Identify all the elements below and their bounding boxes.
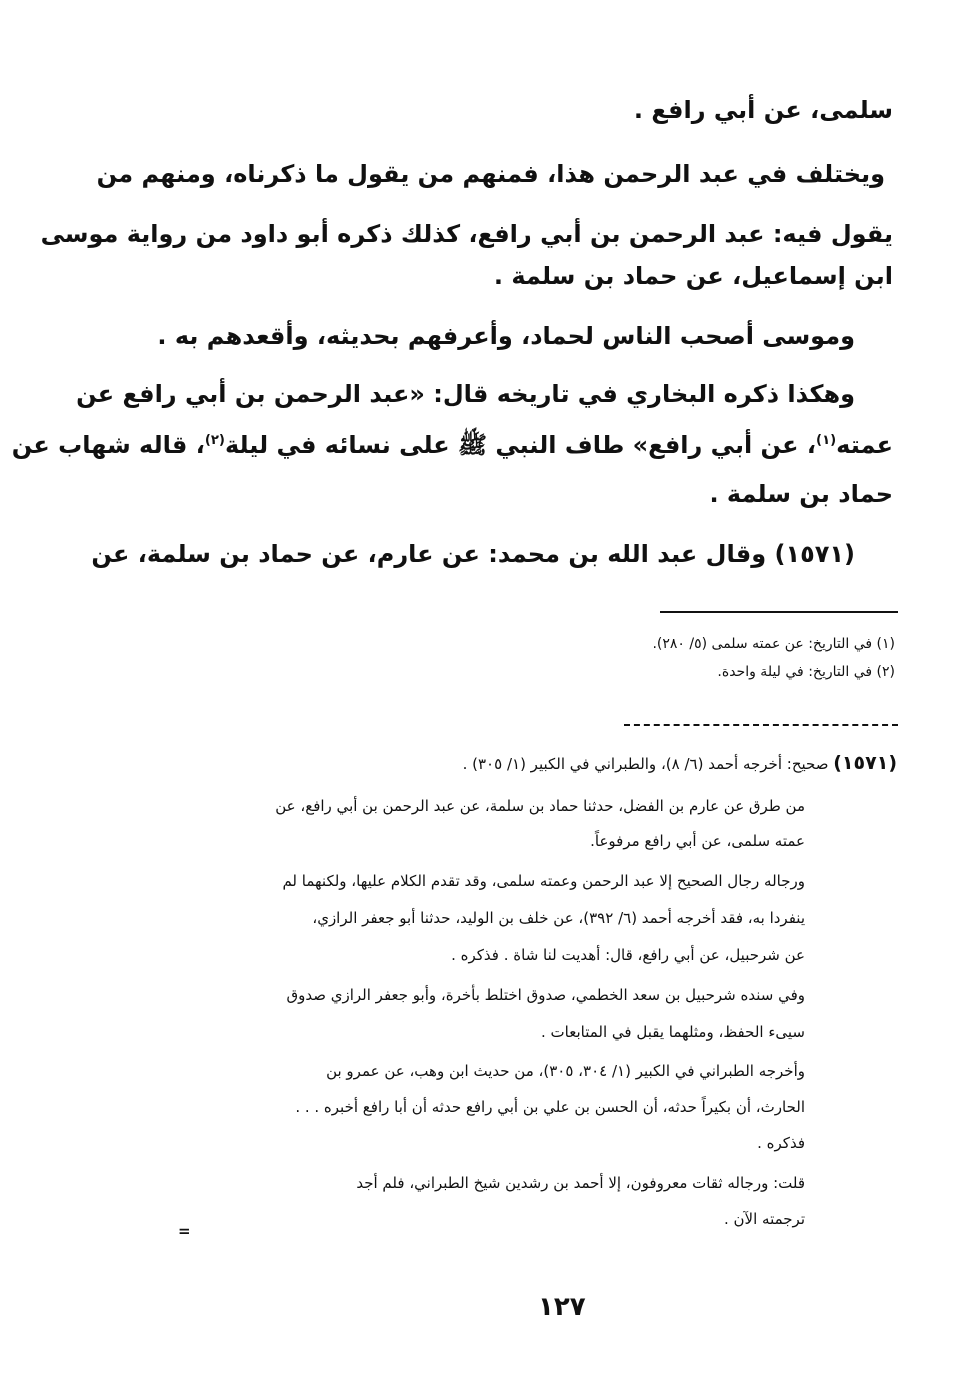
footnote-ref-1: (١) bbox=[816, 433, 837, 448]
main-line-2-text: ويختلف في عبد الرحمن هذا، فمنهم من يقول ما ذكرناه، ومنهم من bbox=[96, 160, 885, 188]
main-line-7-b: ، عن أبي رافع» طاف النبي ﷺ على نسائه في ليلة bbox=[224, 431, 817, 459]
takhrij-line-2: من طرق عن عارم بن الفضل، حدثنا حماد بن سلمة، عن عبد الرحمن بن أبي رافع، عن bbox=[275, 797, 805, 815]
page-number: ١٢٧ bbox=[538, 1292, 586, 1322]
main-line-7 bbox=[12, 430, 893, 465]
main-line-1: سلمى، عن أبي رافع . bbox=[633, 96, 893, 124]
takhrij-number: (١٥٧١) bbox=[833, 752, 897, 774]
main-line-7-c: ، قاله شهاب عن bbox=[11, 431, 205, 459]
takhrij-line-9: وأخرجه الطبراني في الكبير (١/ ٣٠٤، ٣٠٥)، من حديث ابن وهب، عن عمرو بن bbox=[326, 1062, 805, 1080]
main-line-8: حماد بن سلمة . bbox=[709, 480, 893, 508]
takhrij-line-5: ينفردا به، فقد أخرجه أحمد (٦/ ٣٩٢)، عن خلف بن الوليد، حدثنا أبو جعفر الرازي، bbox=[312, 909, 805, 927]
takhrij-line-1 bbox=[463, 752, 897, 774]
footnote-2 bbox=[717, 664, 895, 680]
takhrij-line-4: ورجاله رجال الصحيح إلا عبد الرحمن وعمته سلمى، وقد تقدم الكلام عليها، ولكنهما لم bbox=[282, 872, 805, 890]
main-line-7-a: عمته bbox=[836, 431, 893, 459]
footnote-1-text: في التاريخ: عن عمته سلمى (٥/ ٢٨٠). bbox=[652, 636, 873, 652]
takhrij-line-8: سيىء الحفظ، ومثلهما يقبل في المتابعات . bbox=[541, 1023, 805, 1041]
takhrij-line-11: فذكره . bbox=[757, 1134, 805, 1152]
takhrij-line-6: عن شرحبيل، عن أبي رافع، قال: أهديت لنا شاة . فذكره . bbox=[451, 946, 805, 964]
takhrij-line-12: قلت: ورجاله ثقات معروفون، إلا أحمد بن رشدين شيخ الطبراني، فلم أجد bbox=[356, 1174, 805, 1192]
main-line-3-text: يقول فيه: عبد الرحمن بن أبي رافع، كذلك ذكره أبو داود من رواية موسى bbox=[40, 220, 893, 248]
footnote-ref-2: (٢) bbox=[204, 433, 225, 448]
footnote-separator bbox=[660, 611, 898, 613]
takhrij-line-7: وفي سنده شرحبيل بن سعد الخطمي، صدوق اختلط بأخرة، وأبو جعفر الرازي صدوق bbox=[286, 986, 805, 1004]
main-line-6: وهكذا ذكره البخاري في تاريخه قال: «عبد الرحمن بن أبي رافع عن bbox=[76, 380, 855, 408]
takhrij-line-3: عمته سلمى، عن أبي رافع مرفوعاً. bbox=[590, 832, 805, 850]
takhrij-separator bbox=[624, 724, 898, 726]
footnote-2-marker: (٢) bbox=[876, 664, 895, 680]
main-line-2 bbox=[96, 160, 885, 188]
takhrij-line-13: ترجمته الآن . bbox=[723, 1210, 805, 1228]
main-line-9 bbox=[91, 540, 855, 568]
main-line-3 bbox=[40, 220, 893, 248]
takhrij-line-1-text: صحيح: أخرجه أحمد (٦/ ٨)، والطبراني في الكبير (١/ ٣٠٥) . bbox=[462, 755, 829, 773]
hadith-number: (١٥٧١) bbox=[774, 540, 855, 568]
takhrij-end-mark: = bbox=[178, 1222, 191, 1240]
main-line-9-text: وقال عبد الله بن محمد: عن عارم، عن حماد بن سلمة، عن bbox=[91, 540, 767, 568]
footnote-1-marker: (١) bbox=[876, 636, 895, 652]
main-line-5: وموسى أصحب الناس لحماد، وأعرفهم بحديثه، وأقعدهم به . bbox=[157, 322, 855, 350]
footnote-2-text: في التاريخ: في ليلة واحدة. bbox=[717, 664, 873, 680]
main-line-4: ابن إسماعيل، عن حماد بن سلمة . bbox=[493, 262, 893, 290]
footnote-1 bbox=[652, 636, 895, 652]
takhrij-line-10: الحارث، أن بكيراً حدثه، أن الحسن بن علي بن أبي رافع حدثه أن أبا رافع أخبره . . . bbox=[295, 1098, 805, 1116]
